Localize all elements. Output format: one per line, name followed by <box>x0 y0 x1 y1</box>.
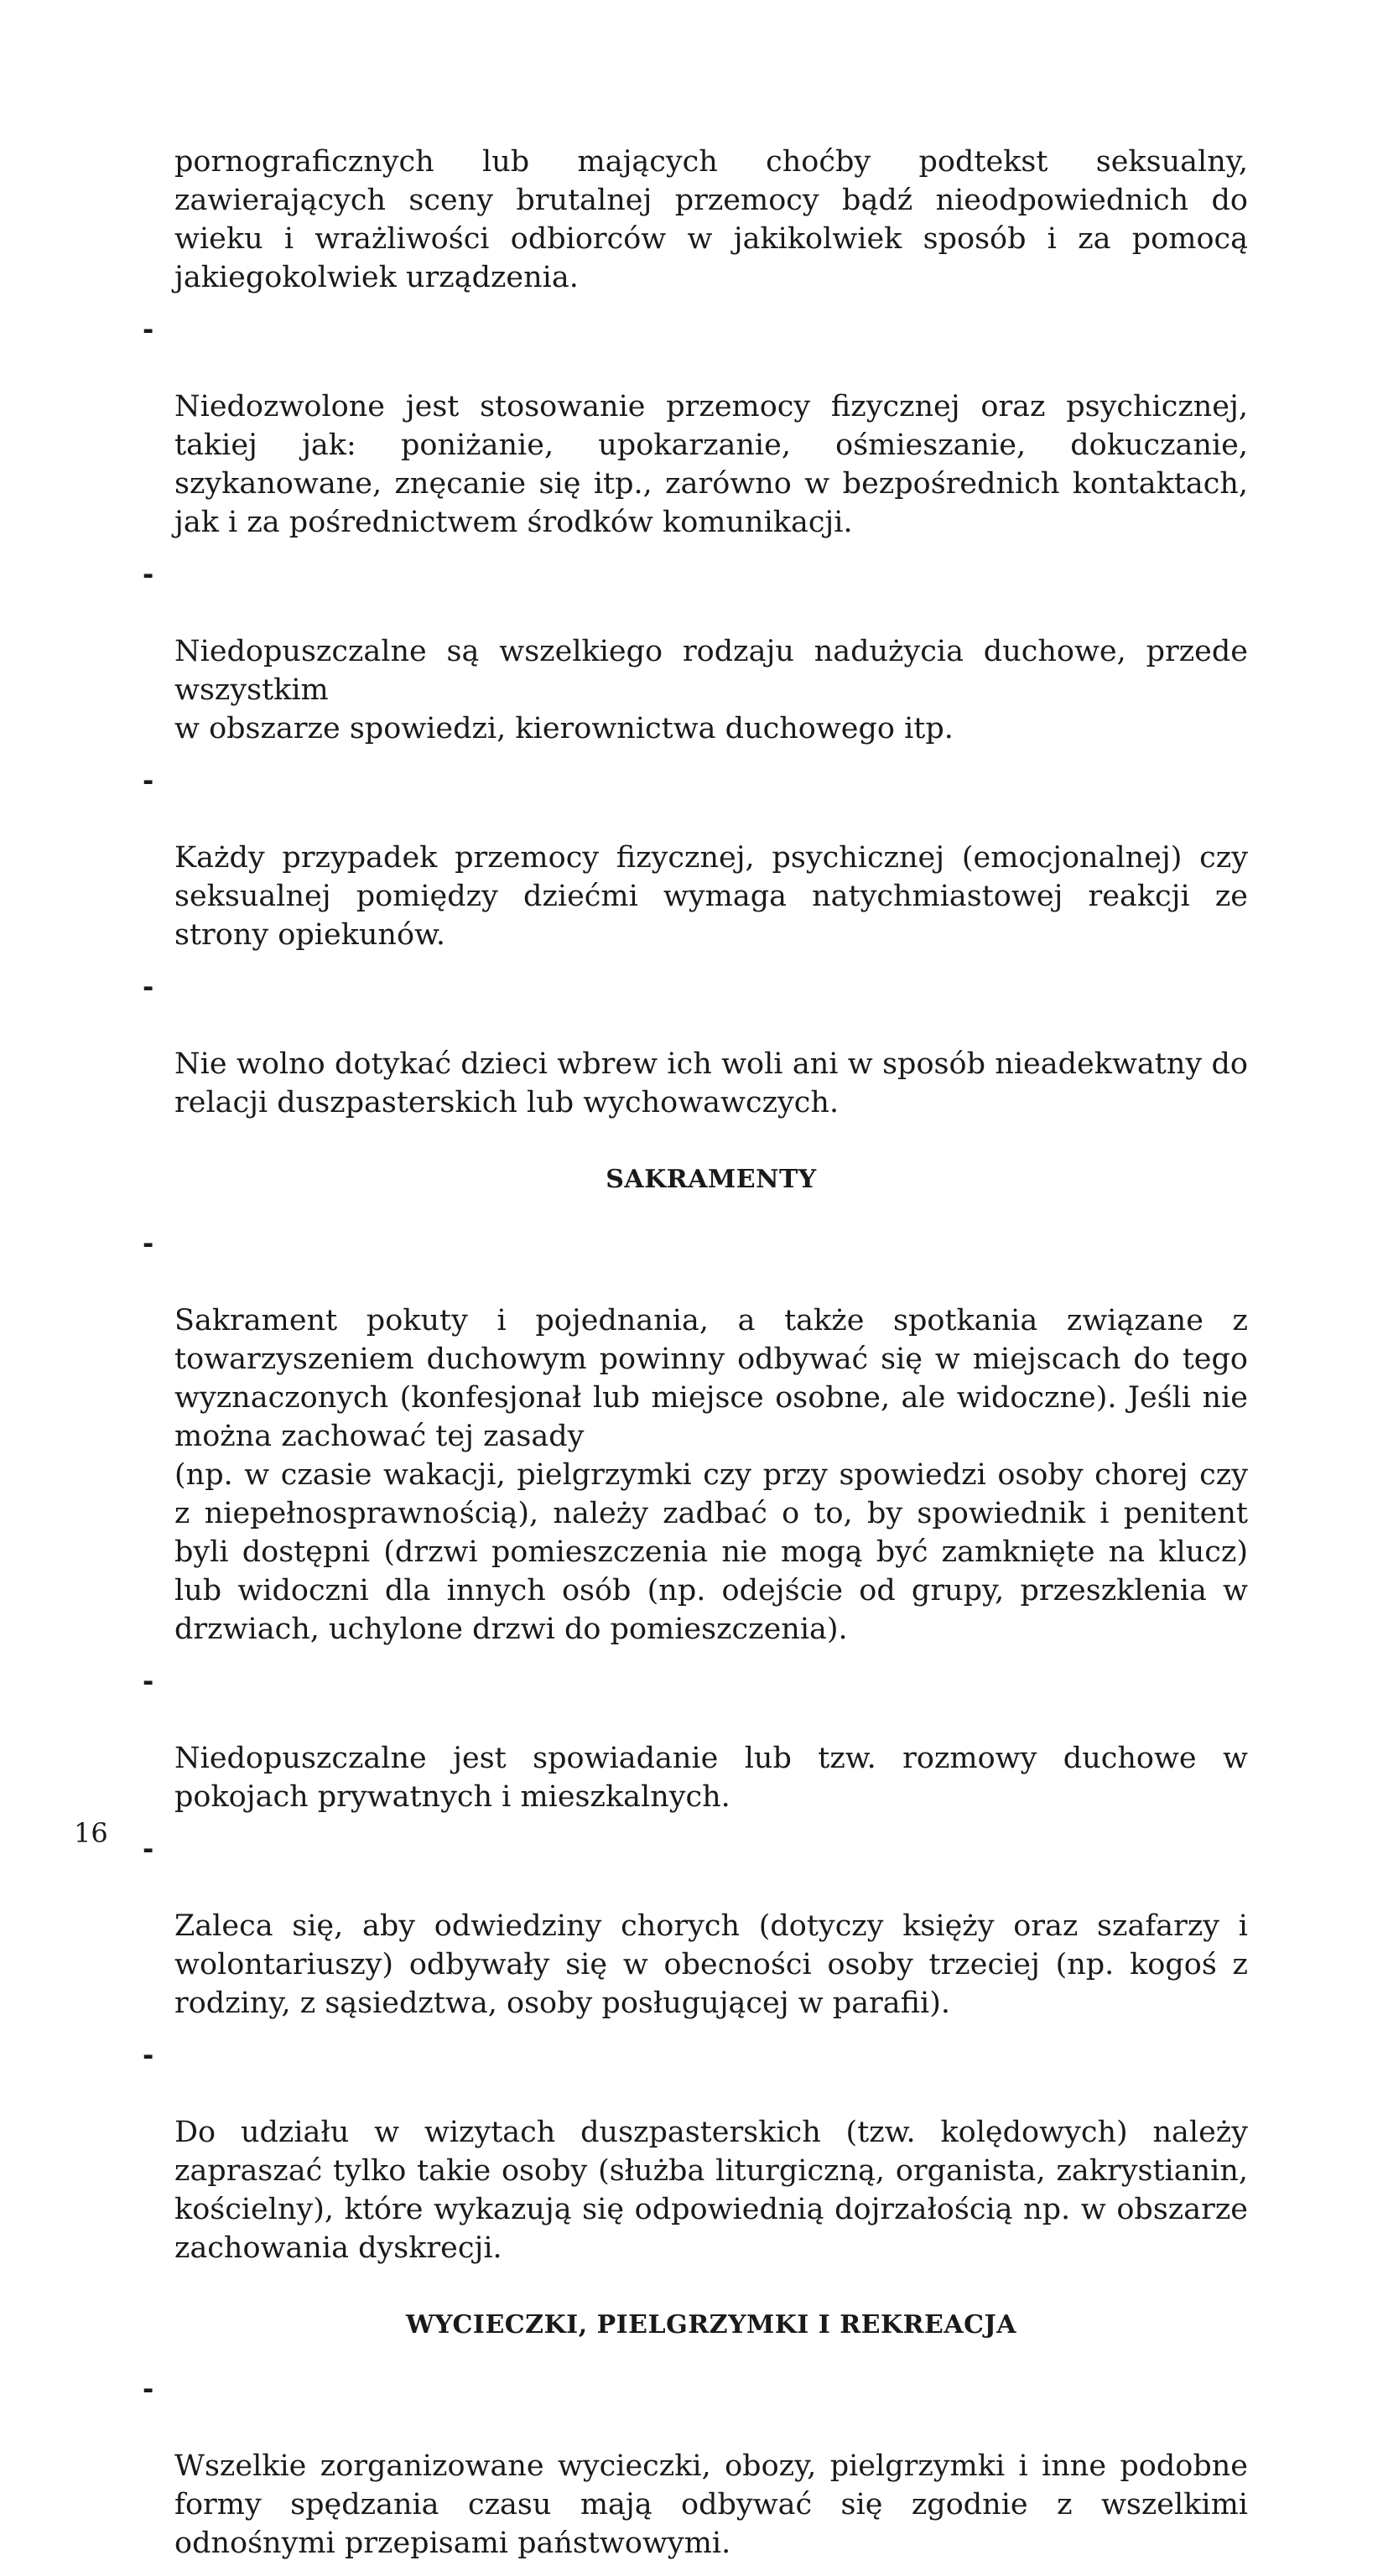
bullet-dash: - <box>143 1833 154 1865</box>
list-item <box>143 2036 1248 2267</box>
list-item-text: Nie wolno dotykać dzieci wbrew ich woli ani w sposób nieadekwatny do relacji duszpasterskich lub wychowawczych. <box>174 1047 1248 1119</box>
bullet-dash: - <box>143 971 154 1003</box>
list-item <box>143 1224 1248 1649</box>
section-heading-wycieczki: WYCIECZKI, PIELGRZYMKI I REKREACJA <box>405 2310 1017 2340</box>
list-item <box>143 761 1248 954</box>
bullet-dash: - <box>143 2373 154 2405</box>
page-number: 16 <box>74 1817 108 1849</box>
page-content <box>143 143 1248 2576</box>
list-item-text: Niedopuszczalne jest spowiadanie lub tzw. rozmowy duchowe w pokojach prywatnych i mieszkalnych. <box>174 1742 1248 1814</box>
list-item-text: Niedozwolone jest stosowanie przemocy fizycznej oraz psychicznej, takiej jak: poniżanie, upokarzanie, ośmieszanie, dokuczanie, szykanowane, znęcanie się itp., zarówno w bezpośrednich kontaktach, jak i za pośrednictwem środków komunikacji. <box>174 390 1248 539</box>
list-item-text: Wszelkie zorganizowane wycieczki, obozy, pielgrzymki i inne podobne formy spędzania czasu mają odbywać się zgodnie z wszelkimi odnośnymi przepisami państwowymi. <box>174 2449 1248 2560</box>
list-item-text: Do udziału w wizytach duszpasterskich (tzw. kolędowych) należy zapraszać tylko takie osoby (służba liturgiczną, organista, zakrystianin, kościelny), które wykazują się odpowiednią dojrzałością np. w obszarze zachowania dyskrecji. <box>174 2116 1248 2265</box>
list-item <box>143 1830 1248 2023</box>
list-item-text: Każdy przypadek przemocy fizycznej, psychicznej (emocjonalnej) czy seksualnej pomiędzy dziećmi wymaga natychmiastowej reakcji ze strony opiekunów. <box>174 841 1248 952</box>
list-item <box>143 1662 1248 1816</box>
list-item-text: Zaleca się, aby odwiedziny chorych (dotyczy księży oraz szafarzy i wolontariuszy) odbywały się w obecności osoby trzeciej (np. kogoś z rodziny, z sąsiedztwa, osoby posługującej w parafii). <box>174 1909 1248 2020</box>
bullet-dash: - <box>143 765 154 797</box>
list-item <box>143 310 1248 542</box>
list-item <box>143 968 1248 1122</box>
bullet-dash: - <box>143 314 154 345</box>
bullet-dash: - <box>143 2039 154 2071</box>
list-item-text: Sakrament pokuty i pojednania, a także spotkania związane z towarzyszeniem duchowym powinny odbywać się w miejscach do tego wyznaczonych (konfesjonał lub miejsce osobne, ale widoczne). Jeśli nie można zachować tej zasady (np. w czasie wakacji, pielgrzymki czy przy spowiedzi osoby chorej czy z niepełnosprawnością), należy zadbać o to, by spowiednik i penitent byli dostępni (drzwi pomieszczenia nie mogą być zamknięte na klucz) lub widoczni dla innych osób (np. odejście od grupy, przeszklenia w drzwiach, uchylone drzwi do pomieszczenia). <box>174 1304 1248 1646</box>
list-item <box>143 555 1248 748</box>
bullet-dash: - <box>143 1228 154 1259</box>
section-heading-sakramenty: SAKRAMENTY <box>606 1165 817 1194</box>
bullet-dash: - <box>143 1665 154 1697</box>
bullet-dash: - <box>143 558 154 590</box>
list-item-text: Niedopuszczalne są wszelkiego rodzaju nadużycia duchowe, przede wszystkim w obszarze spowiedzi, kierownictwa duchowego itp. <box>174 635 1248 745</box>
intro-paragraph: pornograficznych lub mających choćby podtekst seksualny, zawierających sceny brutalnej przemocy bądź nieodpowiednich do wieku i wrażliwości odbiorców w jakikolwiek sposób i za pomocą jakiegokolwiek urządzenia. <box>174 145 1248 294</box>
list-item <box>143 2370 1248 2563</box>
